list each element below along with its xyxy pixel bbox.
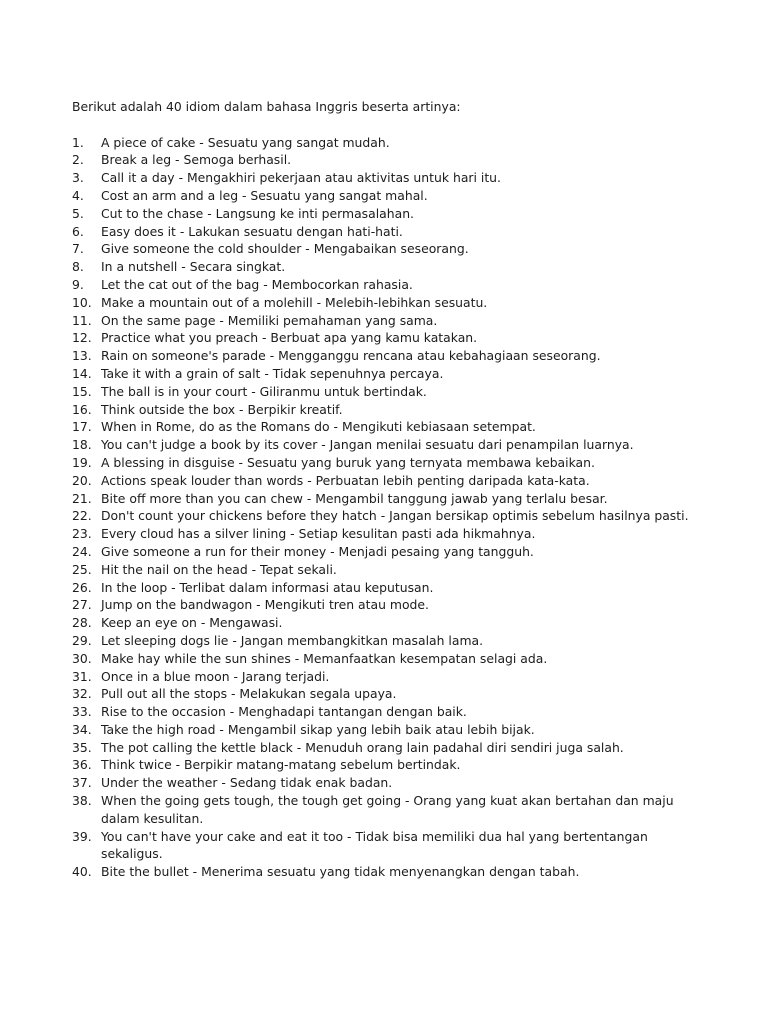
list-item-text: Cost an arm and a leg - Sesuatu yang sangat mahal. [101, 187, 428, 203]
list-item [72, 401, 712, 419]
list-item-number: 32. [72, 686, 92, 702]
list-item-number: 26. [72, 579, 92, 595]
list-item [72, 151, 712, 169]
list-item [72, 276, 712, 294]
list-item [72, 561, 712, 579]
list-item-text: Bite off more than you can chew - Mengambil tanggung jawab yang terlalu besar. [101, 490, 608, 506]
list-item-number: 2. [72, 152, 84, 168]
list-item-text: Rise to the occasion - Menghadapi tantangan dengan baik. [101, 704, 467, 720]
list-item [72, 721, 712, 739]
list-item [72, 685, 712, 703]
list-item-text: The pot calling the kettle black - Menuduh orang lain padahal diri sendiri juga salah. [101, 739, 624, 755]
list-item-number: 15. [72, 383, 92, 399]
list-item-number: 3. [72, 170, 84, 186]
document-body [72, 98, 712, 881]
list-item-text: Don't count your chickens before they hatch - Jangan bersikap optimis sebelum hasilnya pasti. [101, 508, 689, 524]
list-item [72, 383, 712, 401]
list-item-number: 18. [72, 437, 92, 453]
list-item-number: 27. [72, 597, 92, 613]
list-item [72, 294, 712, 312]
list-item [72, 774, 712, 792]
list-item [72, 863, 712, 881]
list-item [72, 543, 712, 561]
list-item [72, 365, 712, 383]
list-item [72, 187, 712, 205]
list-item [72, 614, 712, 632]
idiom-list [72, 134, 712, 881]
list-item-text: Let sleeping dogs lie - Jangan membangkitkan masalah lama. [101, 632, 484, 648]
list-item-text: Call it a day - Mengakhiri pekerjaan atau aktivitas untuk hari itu. [101, 170, 501, 186]
list-item-text: Hit the nail on the head - Tepat sekali. [101, 561, 337, 577]
list-item-number: 36. [72, 757, 92, 773]
list-item-number: 35. [72, 739, 92, 755]
list-item-text: Think outside the box - Berpikir kreatif. [101, 401, 343, 417]
list-item-number: 28. [72, 615, 92, 631]
list-item-number: 8. [72, 259, 84, 275]
list-item-number: 4. [72, 187, 84, 203]
list-item-text: The ball is in your court - Giliranmu untuk bertindak. [101, 383, 427, 399]
list-item-number: 39. [72, 828, 92, 844]
list-item-text: Take it with a grain of salt - Tidak sepenuhnya percaya. [101, 365, 444, 381]
list-item [72, 650, 712, 668]
list-item-number: 9. [72, 276, 84, 292]
list-item-number: 24. [72, 543, 92, 559]
list-item-number: 22. [72, 508, 92, 524]
list-item [72, 418, 712, 436]
list-item-text: A piece of cake - Sesuatu yang sangat mudah. [101, 134, 390, 150]
list-item [72, 739, 712, 757]
list-item-number: 1. [72, 134, 84, 150]
list-item-text: When the going gets tough, the tough get going - Orang yang kuat akan bertahan dan maju dalam kesulitan. [101, 793, 674, 826]
list-item-text: A blessing in disguise - Sesuatu yang buruk yang ternyata membawa kebaikan. [101, 454, 595, 470]
list-item [72, 312, 712, 330]
list-item [72, 240, 712, 258]
list-item-text: Think twice - Berpikir matang-matang sebelum bertindak. [101, 757, 461, 773]
list-item-text: Practice what you preach - Berbuat apa yang kamu katakan. [101, 330, 478, 346]
list-item [72, 596, 712, 614]
list-item-number: 12. [72, 330, 92, 346]
list-item-text: Keep an eye on - Mengawasi. [101, 615, 283, 631]
list-item-number: 23. [72, 526, 92, 542]
list-item [72, 472, 712, 490]
list-item-text: You can't judge a book by its cover - Jangan menilai sesuatu dari penampilan luarnya. [101, 437, 634, 453]
list-item-number: 20. [72, 472, 92, 488]
list-item-number: 19. [72, 454, 92, 470]
list-item-text: Let the cat out of the bag - Membocorkan rahasia. [101, 276, 413, 292]
list-item-text: Break a leg - Semoga berhasil. [101, 152, 292, 168]
list-item-number: 31. [72, 668, 92, 684]
list-item-number: 13. [72, 348, 92, 364]
list-item-number: 29. [72, 632, 92, 648]
list-item-number: 10. [72, 294, 92, 310]
list-item-number: 30. [72, 650, 92, 666]
list-item-number: 25. [72, 561, 92, 577]
list-item [72, 258, 712, 276]
list-item [72, 454, 712, 472]
list-item-text: In the loop - Terlibat dalam informasi atau keputusan. [101, 579, 434, 595]
list-item-text: Pull out all the stops - Melakukan segala upaya. [101, 686, 397, 702]
list-item-text: When in Rome, do as the Romans do - Mengikuti kebiasaan setempat. [101, 419, 536, 435]
list-item [72, 134, 712, 152]
list-item [72, 632, 712, 650]
list-item [72, 703, 712, 721]
list-item-number: 40. [72, 864, 92, 880]
list-item [72, 436, 712, 454]
list-item [72, 668, 712, 686]
list-item [72, 329, 712, 347]
list-item [72, 828, 712, 864]
list-item-text: Under the weather - Sedang tidak enak badan. [101, 775, 393, 791]
list-item-text: Actions speak louder than words - Perbuatan lebih penting daripada kata-kata. [101, 472, 590, 488]
list-item-text: Make hay while the sun shines - Memanfaatkan kesempatan selagi ada. [101, 650, 548, 666]
list-item-number: 34. [72, 721, 92, 737]
list-item [72, 169, 712, 187]
list-item-text: You can't have your cake and eat it too - Tidak bisa memiliki dua hal yang bertentangan sekaligus. [101, 828, 648, 862]
list-item [72, 792, 712, 828]
list-item-number: 5. [72, 205, 84, 221]
list-item [72, 490, 712, 508]
list-item [72, 347, 712, 365]
list-item-number: 33. [72, 704, 92, 720]
list-item-number: 38. [72, 793, 92, 809]
list-item-text: Cut to the chase - Langsung ke inti permasalahan. [101, 205, 414, 221]
list-item-number: 11. [72, 312, 92, 328]
list-item-text: Make a mountain out of a molehill - Melebih-lebihkan sesuatu. [101, 294, 488, 310]
list-item-text: Bite the bullet - Menerima sesuatu yang tidak menyenangkan dengan tabah. [101, 864, 580, 880]
list-item-number: 7. [72, 241, 84, 257]
list-item-text: Give someone the cold shoulder - Mengabaikan seseorang. [101, 241, 469, 257]
list-item [72, 507, 712, 525]
list-item-number: 17. [72, 419, 92, 435]
list-item-number: 37. [72, 775, 92, 791]
list-item-text: Give someone a run for their money - Menjadi pesaing yang tangguh. [101, 543, 534, 559]
list-item-number: 16. [72, 401, 92, 417]
list-item [72, 756, 712, 774]
list-item-text: Take the high road - Mengambil sikap yang lebih baik atau lebih bijak. [101, 721, 535, 737]
list-item-text: Rain on someone's parade - Mengganggu rencana atau kebahagiaan seseorang. [101, 348, 601, 364]
list-item [72, 525, 712, 543]
list-item-text: Jump on the bandwagon - Mengikuti tren atau mode. [101, 597, 429, 613]
list-item-text: Easy does it - Lakukan sesuatu dengan hati-hati. [101, 223, 403, 239]
list-item-number: 21. [72, 490, 92, 506]
intro-text: Berikut adalah 40 idiom dalam bahasa Inggris beserta artinya: [72, 99, 461, 114]
list-item-number: 14. [72, 365, 92, 381]
list-item-text: Every cloud has a silver lining - Setiap kesulitan pasti ada hikmahnya. [101, 526, 536, 542]
list-item [72, 579, 712, 597]
list-item-text: In a nutshell - Secara singkat. [101, 259, 286, 275]
list-item-text: On the same page - Memiliki pemahaman yang sama. [101, 312, 438, 328]
list-item-text: Once in a blue moon - Jarang terjadi. [101, 668, 330, 684]
list-item [72, 223, 712, 241]
list-item [72, 205, 712, 223]
list-item-number: 6. [72, 223, 84, 239]
